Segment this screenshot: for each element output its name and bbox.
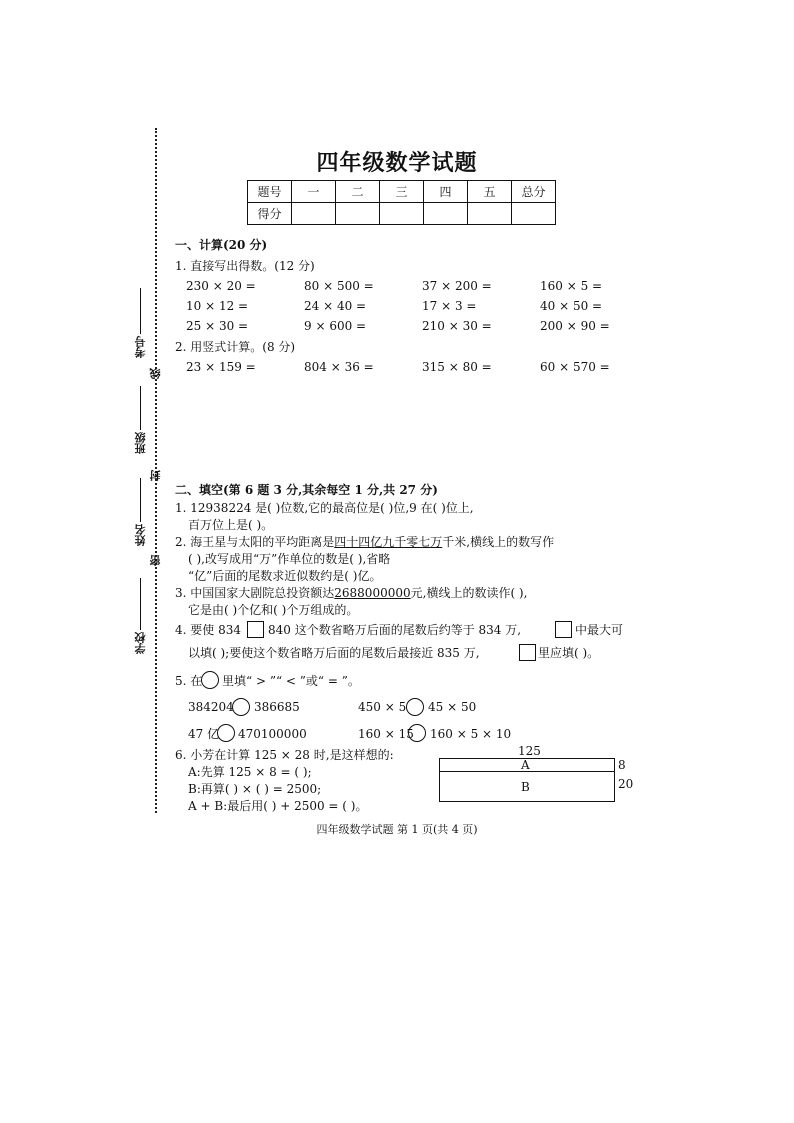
school-field[interactable] [140,578,141,630]
compare-circle[interactable] [217,724,235,742]
calc-item: 17 × 3 = [422,299,477,313]
compare-circle[interactable] [201,671,219,689]
s2-q5-text-b: 里填“ > ”“ < ”或“ = ”。 [222,674,360,688]
section1-heading: 一、计算(20 分) [175,238,268,252]
score-header-cell: 三 [380,181,424,203]
score-row-label: 得分 [248,203,292,225]
vertical-calc-item: 23 × 159 = [186,360,256,374]
s2-q4-text-a: 4. 要使 834 [175,623,241,637]
calc-item: 40 × 50 = [540,299,603,313]
calc-item: 210 × 30 = [422,319,492,333]
compare-right: 160 × 5 × 10 [430,727,512,741]
page-title: 四年级数学试题 [316,150,478,176]
score-header-cell: 总分 [512,181,556,203]
s2-q2-text-b: 千米,横线上的数写作 [442,535,555,549]
calc-item: 25 × 30 = [186,319,249,333]
binding-seal-char: 封 [149,470,162,481]
s2-q6-lineA: A:先算 125 × 8 = ( ); [188,765,312,779]
class-field[interactable] [140,386,141,430]
s2-q6-lineC: A + B:最后用( ) + 2500 = ( )。 [188,799,368,813]
score-input-cell[interactable] [380,203,424,225]
blank-box[interactable] [247,621,264,638]
score-header-cell: 二 [336,181,380,203]
class-label: 班级 [134,432,147,454]
s1-q1-heading: 1. 直接写出得数。(12 分) [175,259,315,273]
binding-line-char: 线 [149,368,162,379]
diagram-top-label: 125 [518,744,541,758]
s2-q2-text-a: 2. 海王星与太阳的平均距离是 [175,535,335,549]
diagram-label-a: A [521,758,530,772]
score-input-cell[interactable] [468,203,512,225]
s2-q3-text-b: 元,横线上的数读作( ), [410,586,528,600]
s2-q3-line1 [175,586,527,600]
s2-q2-line3: “亿”后面的尾数求近似数约是( )亿。 [188,569,382,583]
s2-q1-line2: 百万位上是( )。 [188,518,274,532]
s2-q4-text-d: 以填( );要使这个数省略万后面的尾数后最接近 835 万, [188,646,480,660]
diagram-side-b: 20 [618,777,634,791]
s2-q1-line1: 1. 12938224 是( )位数,它的最高位是( )位,9 在( )位上, [175,501,474,515]
compare-left: 384204 [188,700,234,714]
s2-q6-line1: 6. 小芳在计算 125 × 28 时,是这样想的: [175,748,394,762]
s2-q4-text-c: 中最大可 [575,623,624,637]
score-table [247,180,556,225]
compare-right: 45 × 50 [428,700,477,714]
name-label: 姓名 [134,524,147,546]
compare-right: 470100000 [238,727,307,741]
score-input-cell[interactable] [336,203,380,225]
exam-no-label: 考号 [134,336,147,358]
score-input-cell[interactable] [512,203,556,225]
blank-box[interactable] [555,621,572,638]
exam-no-field[interactable] [140,288,141,334]
s2-q3-line2: 它是由( )个亿和( )个万组成的。 [188,603,359,617]
calc-item: 80 × 500 = [304,279,374,293]
diagram-label-b: B [521,780,530,794]
s2-q4-text-b: 840 这个数省略万后面的尾数后约等于 834 万, [268,623,522,637]
compare-left: 160 × 15 [358,727,414,741]
s2-q3-text-a: 3. 中国国家大剧院总投资额达 [175,586,335,600]
s2-q2-line1 [175,535,554,549]
s2-q2-underlined: 四十四亿九千零七万 [334,535,443,549]
calc-item: 24 × 40 = [304,299,367,313]
score-header-cell: 五 [468,181,512,203]
s2-q2-line2: ( ),改写成用“万”作单位的数是( ),省略 [188,552,391,566]
s2-q6-lineB: B:再算( ) × ( ) = 2500; [188,782,322,796]
calc-item: 230 × 20 = [186,279,256,293]
compare-right: 386685 [254,700,300,714]
vertical-calc-item: 804 × 36 = [304,360,374,374]
calc-item: 37 × 200 = [422,279,492,293]
compare-circle[interactable] [408,724,426,742]
score-input-cell[interactable] [424,203,468,225]
compare-circle[interactable] [406,698,424,716]
s2-q4-text-e: 里应填( )。 [538,646,600,660]
name-field[interactable] [140,478,141,522]
compare-circle[interactable] [232,698,250,716]
page-footer: 四年级数学试题 第 1 页(共 4 页) [316,823,478,836]
s2-q5-text-a: 5. 在 [175,674,203,688]
calc-item: 200 × 90 = [540,319,610,333]
score-input-cell[interactable] [292,203,336,225]
score-header-cell: 四 [424,181,468,203]
vertical-calc-item: 315 × 80 = [422,360,492,374]
diagram-side-a: 8 [618,758,626,772]
compare-left: 47 亿 [188,727,220,741]
calc-item: 10 × 12 = [186,299,249,313]
s2-q3-underlined: 2688000000 [334,586,411,600]
calc-item: 160 × 5 = [540,279,603,293]
calc-item: 9 × 600 = [304,319,367,333]
section2-heading: 二、填空(第 6 题 3 分,其余每空 1 分,共 27 分) [175,483,438,497]
school-label: 学校 [134,632,147,654]
compare-left: 450 × 5 [358,700,407,714]
blank-box[interactable] [519,644,536,661]
vertical-calc-item: 60 × 570 = [540,360,610,374]
score-header-cell: 一 [292,181,336,203]
s1-q2-heading: 2. 用竖式计算。(8 分) [175,340,296,354]
binding-close-char: 密 [149,555,162,566]
score-header-cell: 题号 [248,181,292,203]
